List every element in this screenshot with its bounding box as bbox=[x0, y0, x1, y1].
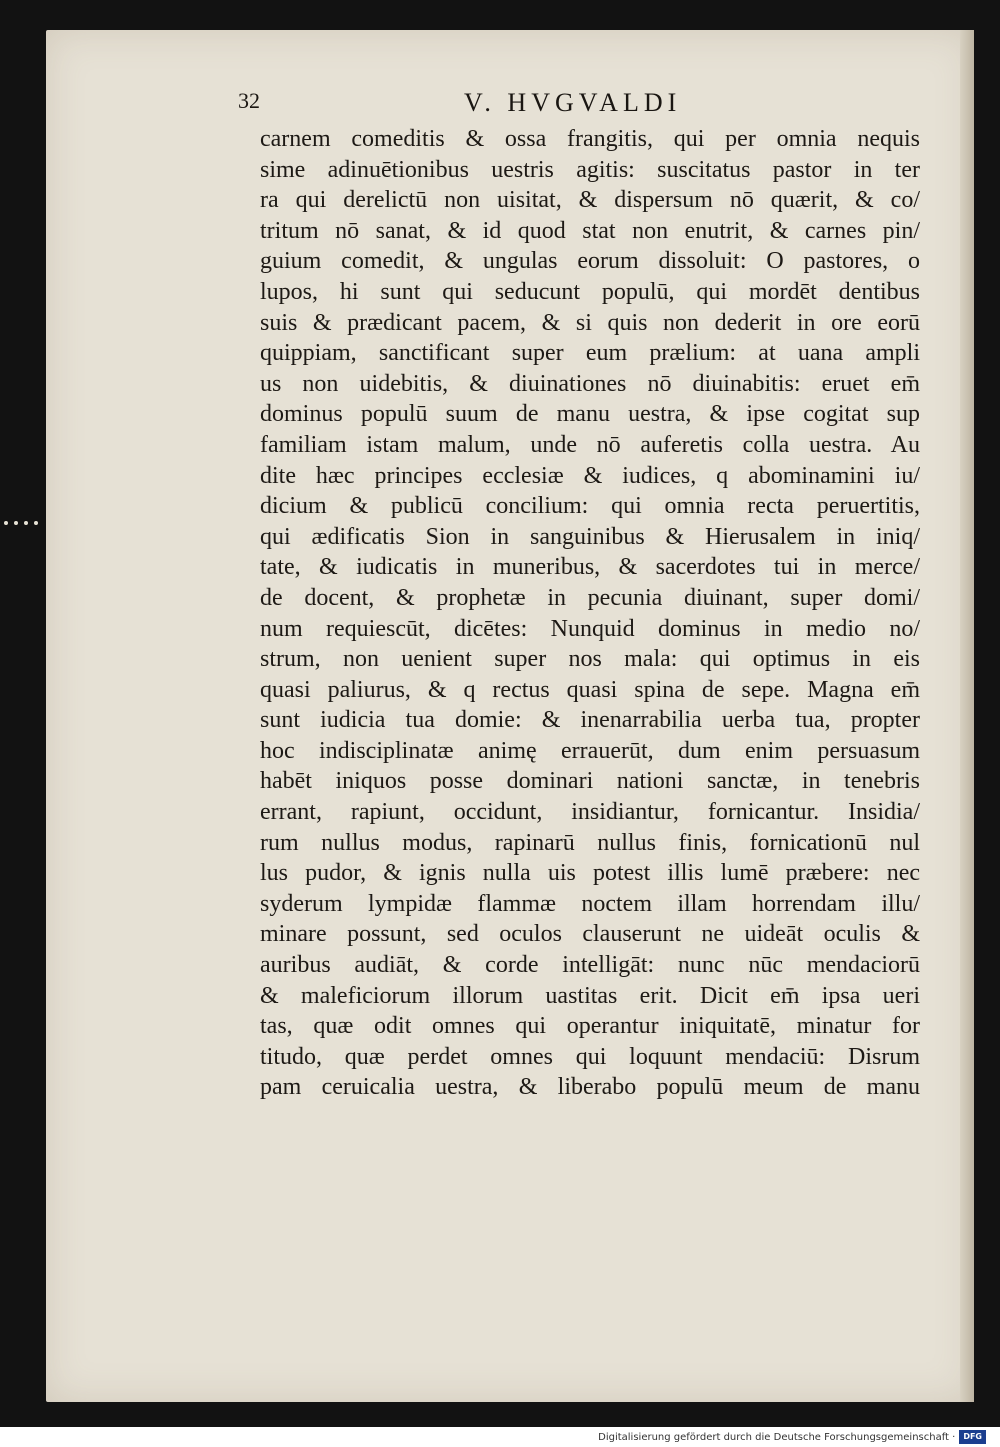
text-line: titudo, quæ perdet omnes qui loquunt mendaciū: Disrum bbox=[260, 1043, 920, 1070]
text-line: habēt iniquos posse dominari nationi sanctæ, in tenebris bbox=[260, 768, 920, 795]
text-line: hoc indisciplinatæ animę errauerūt, dum enim persuasum bbox=[260, 737, 920, 764]
text-line: de docent, & prophetæ in pecunia diuinant, super domi/ bbox=[260, 584, 920, 611]
page-number: 32 bbox=[238, 88, 260, 113]
text-line: tate, & iudicatis in muneribus, & sacerdotes tui in merce/ bbox=[260, 554, 920, 581]
text-line: lupos, hi sunt qui seducunt populū, qui mordēt dentibus bbox=[260, 278, 920, 305]
text-line: lus pudor, & ignis nulla uis potest illis lumē præbere: nec bbox=[260, 860, 920, 887]
footer-credit-text: Digitalisierung gefördert durch die Deutsche Forschungsgemeinschaft · bbox=[598, 1431, 956, 1443]
text-line: dicium & publicū concilium: qui omnia recta peruertitis, bbox=[260, 493, 920, 520]
text-line: dominus populū suum de manu uestra, & ipse cogitat sup bbox=[260, 401, 920, 428]
text-line: dite hæc principes ecclesiæ & iudices, q abominamini iu/ bbox=[260, 462, 920, 489]
text-line: suis & prædicant pacem, & si quis non dederit in ore eorū bbox=[260, 309, 920, 336]
text-line: quippiam, sanctificant super eum prælium: at uana ampli bbox=[260, 340, 920, 367]
text-line: ra qui derelictū non uisitat, & dispersum nō quærit, & co/ bbox=[260, 187, 920, 214]
text-line: quasi paliurus, & q rectus quasi spina de sepe. Magna em̄ bbox=[260, 676, 920, 703]
text-line: sunt iudicia tua domie: & inenarrabilia uerba tua, propter bbox=[260, 707, 920, 734]
text-line: tritum nō sanat, & id quod stat non enutrit, & carnes pin/ bbox=[260, 217, 920, 244]
text-line: guium comedit, & ungulas eorum dissoluit: O pastores, o bbox=[260, 248, 920, 275]
scan-edge-marks bbox=[0, 521, 46, 527]
text-line: minare possunt, sed oculos clauserunt ne uideāt oculis & bbox=[260, 921, 920, 948]
text-line: & maleficiorum illorum uastitas erit. Dicit em̄ ipsa ueri bbox=[260, 982, 920, 1009]
page-edge-shadow bbox=[960, 30, 974, 1402]
text-line: pam ceruicalia uestra, & liberabo populū meum de manu bbox=[260, 1074, 920, 1101]
text-line: strum, non uenient super nos mala: qui optimus in eis bbox=[260, 646, 920, 673]
dfg-logo: DFG bbox=[959, 1430, 986, 1444]
text-line: auribus audiāt, & corde intelligāt: nunc nūc mendaciorū bbox=[260, 952, 920, 979]
running-head-title: V. HVGVALDI bbox=[464, 88, 682, 117]
text-line: tas, quæ odit omnes qui operantur iniquitatē, minatur for bbox=[260, 1013, 920, 1040]
text-line: qui ædificatis Sion in sanguinibus & Hierusalem in iniq/ bbox=[260, 523, 920, 550]
running-head bbox=[238, 88, 878, 118]
text-line: us non uidebitis, & diuinationes nō diuinabitis: eruet em̄ bbox=[260, 370, 920, 397]
text-line: errant, rapiunt, occidunt, insidiantur, fornicantur. Insidia/ bbox=[260, 799, 920, 826]
text-line: sime adinuētionibus uestris agitis: suscitatus pastor in ter bbox=[260, 156, 920, 183]
text-line: familiam istam malum, unde nō auferetis colla uestra. Au bbox=[260, 431, 920, 458]
text-line: carnem comeditis & ossa frangitis, qui per omnia nequis bbox=[260, 126, 920, 152]
digitization-footer bbox=[598, 1429, 986, 1445]
text-line: num requiescūt, dicētes: Nunquid dominus in medio no/ bbox=[260, 615, 920, 642]
text-line: rum nullus modus, rapinarū nullus finis, fornicationū nul bbox=[260, 829, 920, 856]
body-text bbox=[260, 124, 920, 1103]
text-line: syderum lympidæ flammæ noctem illam horrendam illu/ bbox=[260, 890, 920, 917]
